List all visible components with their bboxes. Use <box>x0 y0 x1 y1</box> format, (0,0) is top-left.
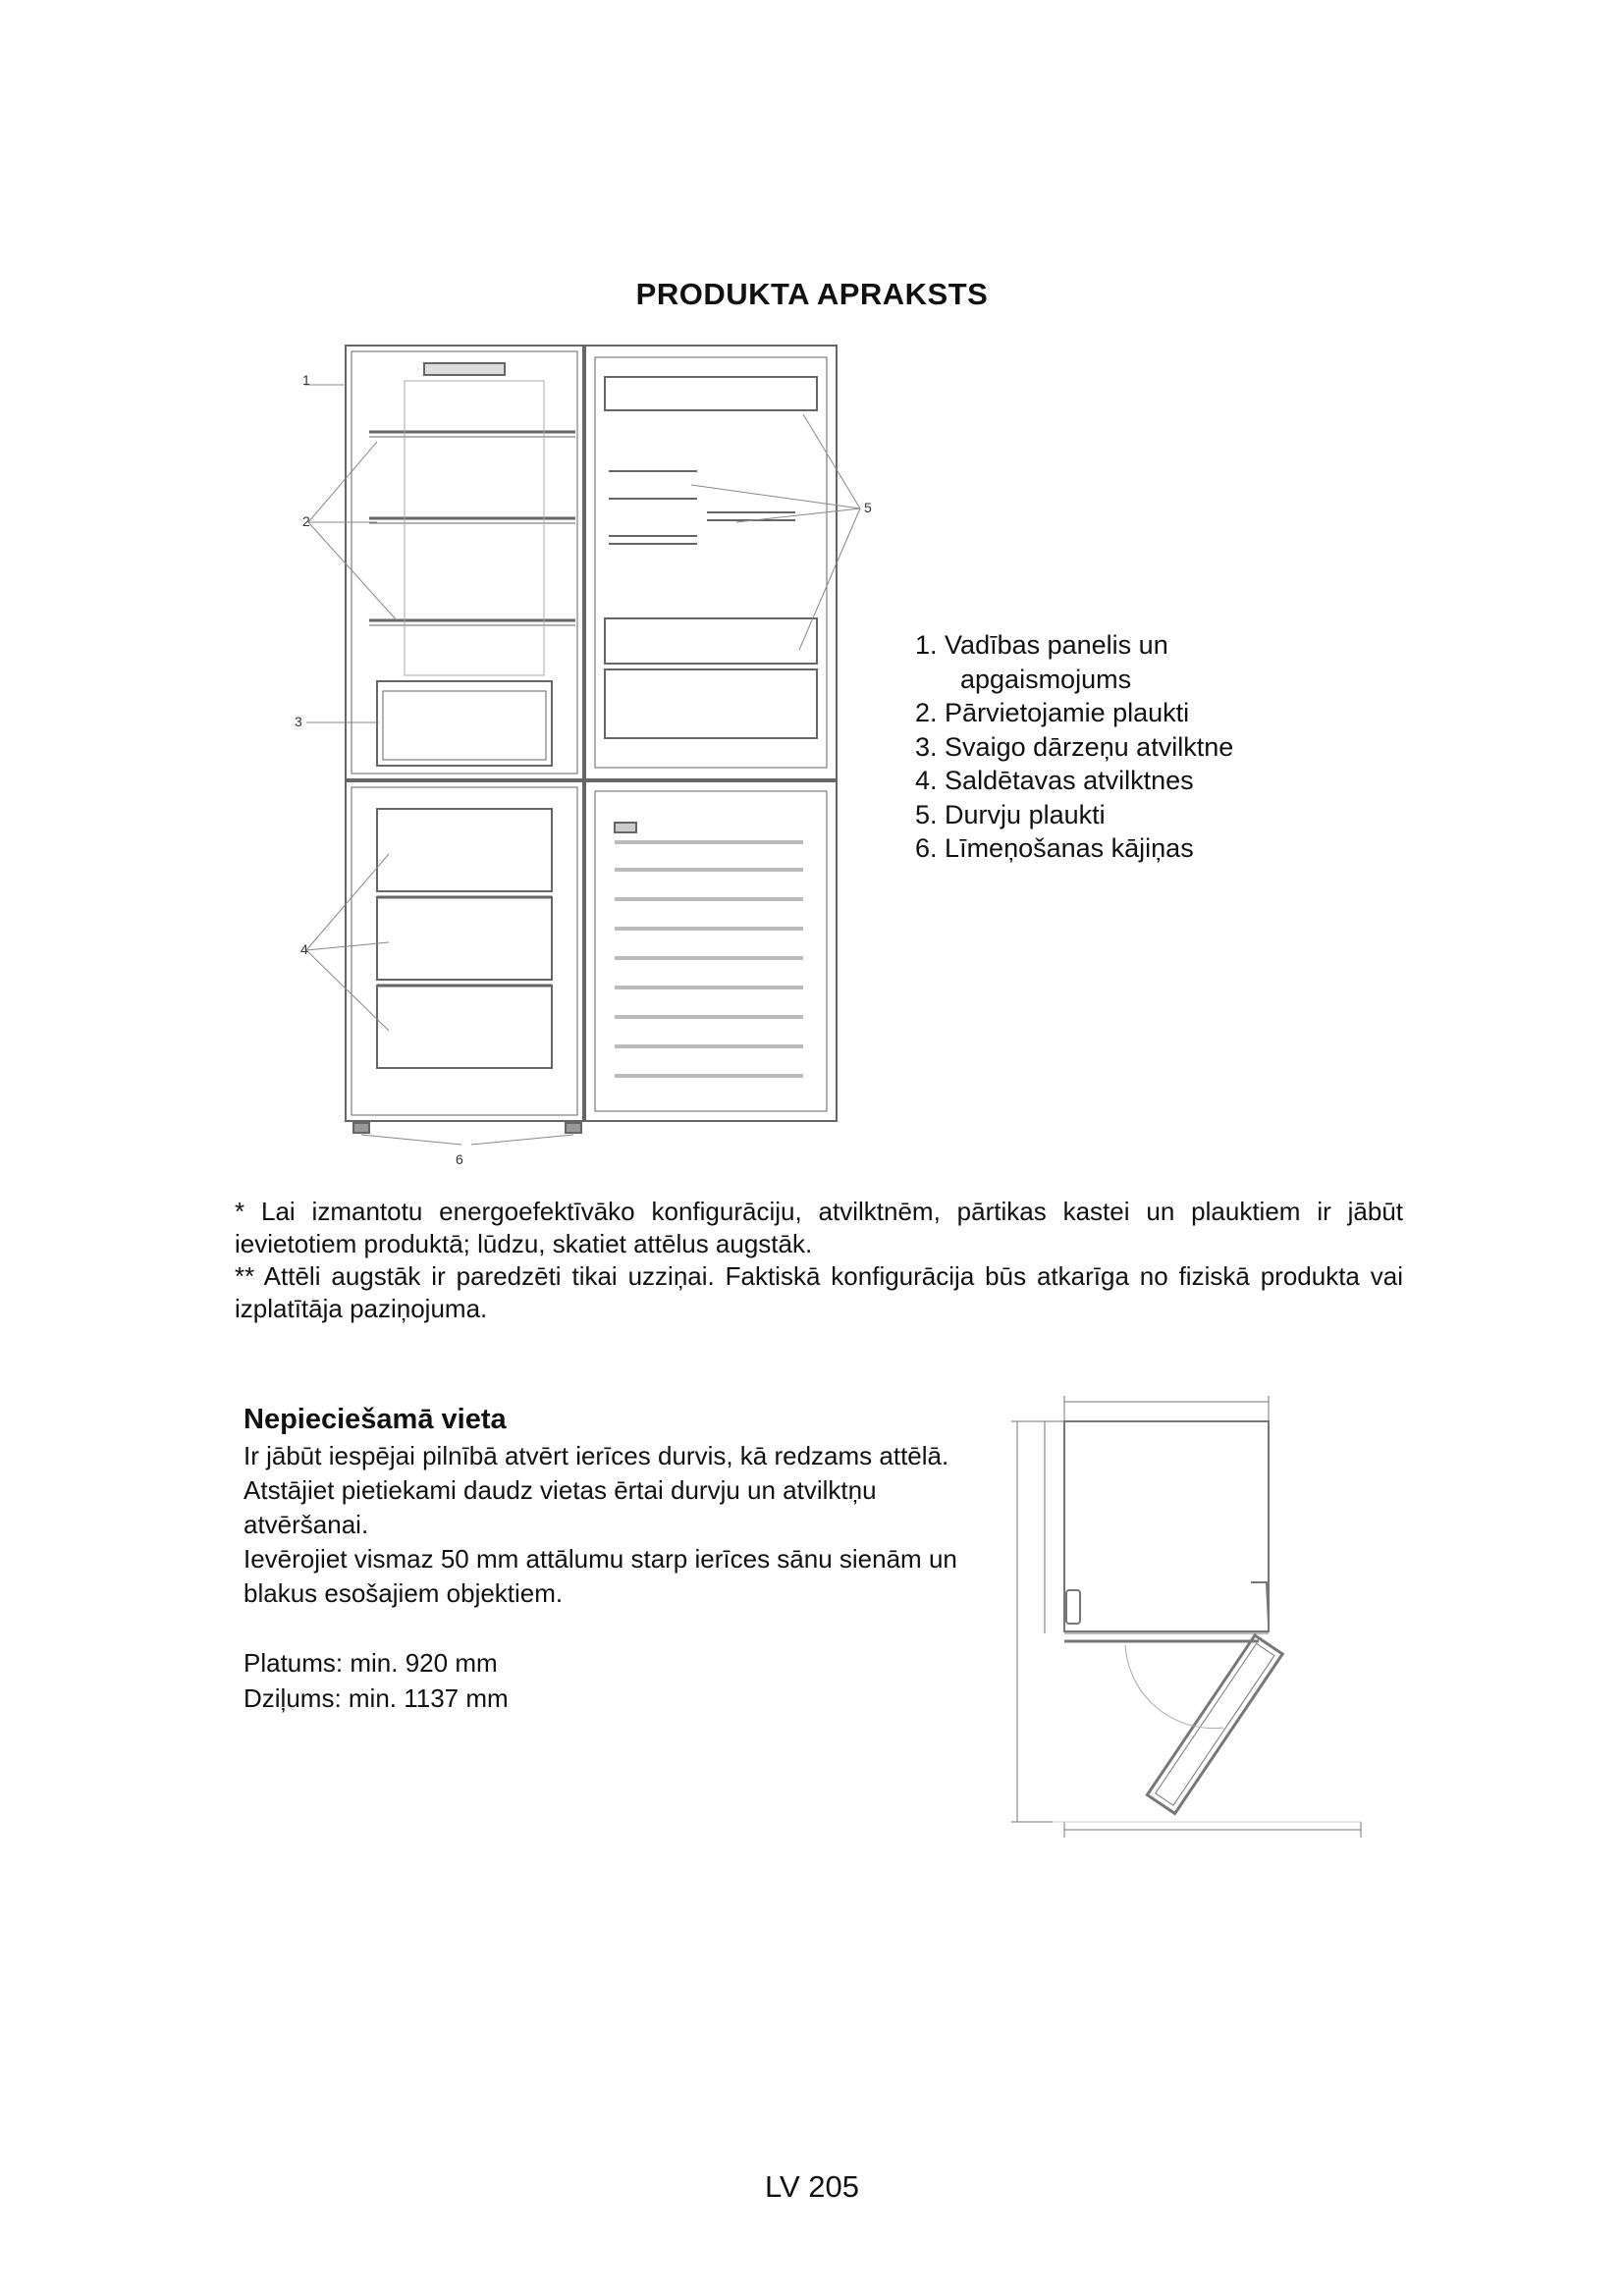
legend-item: 3. Svaigo dārzeņu atvilktne <box>915 731 1234 762</box>
callout-1: 1 <box>302 372 310 388</box>
space-paragraph: Ievērojiet vismaz 50 mm attālumu starp ierīces sānu sienām un blakus esošajiem objektiem. <box>244 1544 957 1608</box>
width-requirement: Platums: min. 920 mm <box>244 1648 498 1678</box>
legend-item: 1. Vadības panelis un <box>915 630 1168 660</box>
crisper-drawer <box>377 681 552 766</box>
footnotes <box>235 1196 1403 1325</box>
callout-2: 2 <box>302 513 310 529</box>
fridge-cabinet <box>346 346 583 779</box>
space-description <box>244 1439 970 1611</box>
door-shelf <box>605 377 817 410</box>
page-number: LV 205 <box>765 2169 859 2204</box>
space-paragraph: Ir jābūt iespējai pilnībā atvērt ierīces durvis, kā redzams attēlā. Atstājiet pietiekami daudz vietas ērtai durvju un atvilktņu atvēršanai. <box>244 1441 949 1539</box>
leveling-foot <box>566 1123 581 1133</box>
control-panel <box>424 363 505 375</box>
freezer-drawer <box>377 897 552 980</box>
depth-requirement: Dziļums: min. 1137 mm <box>244 1683 509 1713</box>
legend-item: 5. Durvju plaukti <box>915 799 1106 829</box>
door-swing-arc <box>1125 1645 1223 1729</box>
footnote-reference: ** Attēli augstāk ir paredzēti tikai uzziņai. Faktiskā konfigurācija būs atkarīga no fiziskā produkta vai izplatītāja paziņojuma. <box>235 1261 1403 1323</box>
callout-3: 3 <box>295 714 302 729</box>
open-door <box>1147 1635 1282 1814</box>
freezer-drawer <box>377 809 552 891</box>
freezer-cabinet <box>346 781 583 1121</box>
parts-legend <box>915 628 1233 866</box>
door-shelf <box>605 669 817 738</box>
door-shelf <box>605 618 817 664</box>
page-title: PRODUKTA APRAKSTS <box>635 277 989 311</box>
minimum-dimensions <box>244 1645 509 1716</box>
legend-item: 6. Līmeņošanas kājiņas <box>915 833 1194 863</box>
appliance-top-view <box>1064 1421 1269 1631</box>
legend-item-continuation: apgaismojums <box>960 664 1132 694</box>
callout-6: 6 <box>456 1151 463 1167</box>
footnote-energy: * Lai izmantotu energoefektīvāko konfigurāciju, atvilktnēm, pārtikas kastei un plauktiem ir jābūt ievietotiem produktā; lūdzu, skatiet attēlus augstāk. <box>235 1197 1403 1258</box>
callout-4: 4 <box>300 941 308 957</box>
callout-5: 5 <box>864 500 872 515</box>
leveling-foot <box>353 1123 369 1133</box>
clearance-diagram <box>998 1394 1390 1845</box>
product-diagram <box>275 334 903 1178</box>
legend-item: 4. Saldētavas atvilktnes <box>915 766 1194 795</box>
freezer-drawer <box>377 986 552 1068</box>
section-heading: Nepieciešamā vieta <box>244 1404 507 1435</box>
legend-item: 2. Pārvietojamie plaukti <box>915 698 1190 727</box>
